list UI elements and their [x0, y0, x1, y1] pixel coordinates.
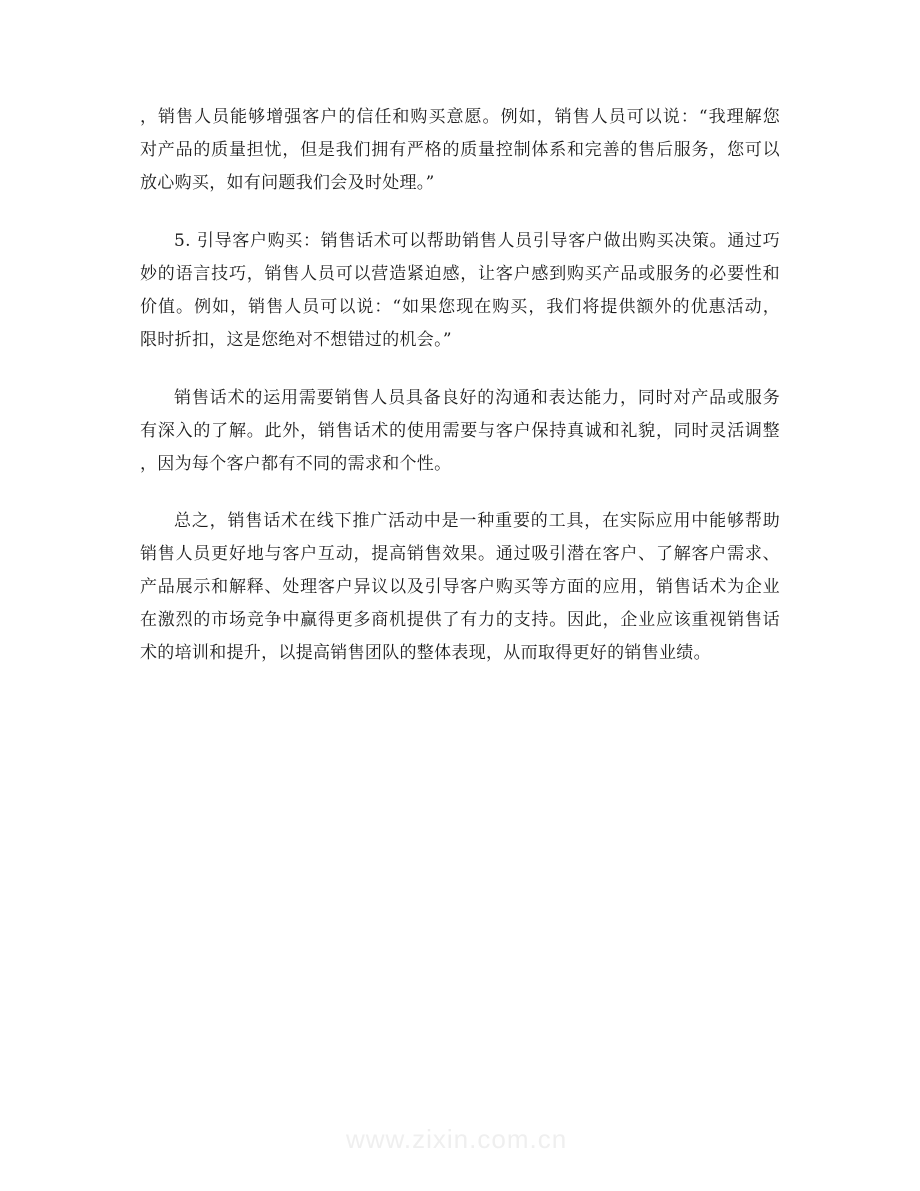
text-line: 妙的语言技巧，销售人员可以营造紧迫感，让客户感到购买产品或服务的必要性和	[140, 264, 780, 284]
paragraph-conclusion	[140, 505, 780, 670]
text-line: 5. 引导客户购买：销售话术可以帮助销售人员引导客户做出购买决策。通过巧	[174, 231, 780, 251]
paragraph-trust	[140, 101, 780, 200]
text-line: 价值。例如，销售人员可以说：“如果您现在购买，我们将提供额外的优惠活动，	[140, 297, 780, 317]
text-line: 有深入的了解。此外，销售话术的使用需要与客户保持真诚和礼貌，同时灵活调整	[140, 421, 780, 441]
paragraph-skills	[140, 382, 780, 481]
text-line: 术的培训和提升，以提高销售团队的整体表现，从而取得更好的销售业绩。	[140, 643, 711, 663]
text-line: 总之，销售话术在线下推广活动中是一种重要的工具，在实际应用中能够帮助	[174, 511, 780, 531]
text-line: 销售人员更好地与客户互动，提高销售效果。通过吸引潜在客户、了解客户需求、	[140, 544, 780, 564]
text-line: ，销售人员能够增强客户的信任和购买意愿。例如，销售人员可以说：“我理解您	[140, 107, 780, 127]
text-line: 在激烈的市场竞争中赢得更多商机提供了有力的支持。因此，企业应该重视销售话	[140, 610, 780, 630]
paragraph-guide-purchase	[140, 225, 780, 357]
text-line: 销售话术的运用需要销售人员具备良好的沟通和表达能力，同时对产品或服务	[174, 388, 780, 408]
watermark: www.zixin.com.cn	[346, 1124, 568, 1154]
text-line: 放心购买，如有问题我们会及时处理。”	[140, 173, 435, 193]
text-line: 对产品的质量担忧，但是我们拥有严格的质量控制体系和完善的售后服务，您可以	[140, 140, 780, 160]
text-line: 限时折扣，这是您绝对不想错过的机会。”	[140, 330, 452, 350]
text-line: 产品展示和解释、处理客户异议以及引导客户购买等方面的应用，销售话术为企业	[140, 577, 780, 597]
text-line: ，因为每个客户都有不同的需求和个性。	[140, 454, 452, 474]
